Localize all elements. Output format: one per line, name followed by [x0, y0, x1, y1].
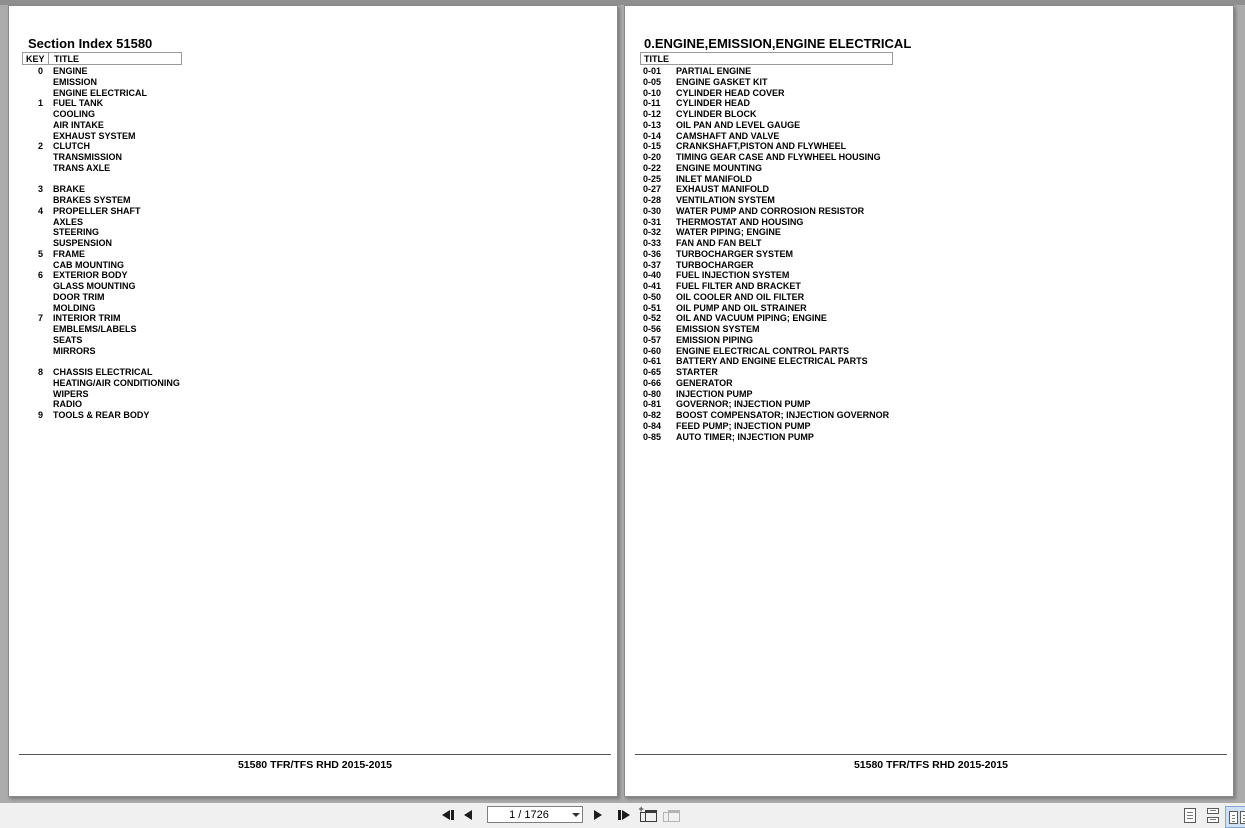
row-title: SUSPENSION [53, 238, 113, 248]
row-title: FUEL TANK [53, 98, 104, 109]
table-row [22, 389, 182, 400]
key-column-header: KEY [26, 53, 45, 64]
row-title: EXTERIOR BODY [53, 270, 128, 281]
table-row [22, 206, 182, 217]
row-key: 0-56 [643, 324, 662, 334]
table-row [22, 303, 182, 314]
row-title: TURBOCHARGER SYSTEM [676, 248, 794, 259]
single-page-view-icon [1184, 808, 1196, 823]
row-title: AXLES [53, 216, 84, 227]
table-row [640, 88, 893, 99]
row-title: CHASSIS ELECTRICAL [53, 367, 153, 377]
row-title: AUTO TIMER; INJECTION PUMP [676, 431, 814, 442]
right-page [624, 5, 1234, 797]
previous-page-button[interactable] [461, 806, 475, 824]
row-key: 3 [37, 184, 43, 195]
table-row [640, 238, 893, 249]
engine-section-table [640, 52, 893, 442]
row-key: 0-27 [643, 184, 662, 195]
table-row [22, 152, 182, 163]
left-page [8, 5, 618, 797]
row-title: BRAKE [53, 184, 86, 195]
combobox-dropdown-button[interactable] [570, 807, 582, 822]
row-key: 0-28 [643, 195, 662, 205]
row-title: OIL COOLER AND OIL FILTER [676, 291, 805, 302]
row-title: EMISSION [53, 76, 98, 87]
table-row [22, 399, 182, 410]
continuous-view-icon [1207, 808, 1219, 823]
row-key: 0-12 [643, 109, 662, 119]
row-title: ENGINE ELECTRICAL CONTROL PARTS [676, 345, 850, 356]
row-title: ENGINE GASKET KIT [676, 76, 768, 87]
row-title: CAMSHAFT AND VALVE [676, 130, 780, 141]
row-title: THERMOSTAT AND HOUSING [676, 216, 804, 227]
left-page-title: Section Index 51580 [28, 36, 153, 51]
row-key: 0-57 [643, 334, 662, 345]
row-key: 0-32 [643, 227, 662, 238]
table-row [640, 141, 893, 152]
table-row [640, 313, 893, 324]
left-index-rows [22, 66, 182, 421]
table-row [22, 249, 182, 260]
row-key: 0-30 [643, 205, 662, 216]
row-title: FUEL INJECTION SYSTEM [676, 270, 790, 281]
first-page-icon [442, 810, 450, 820]
table-row [640, 195, 893, 206]
table-row [640, 346, 893, 357]
row-title: CYLINDER HEAD COVER [676, 87, 785, 98]
previous-page-icon [464, 810, 472, 820]
row-title: OIL PUMP AND OIL STRAINER [676, 302, 807, 313]
table-row [640, 432, 893, 443]
table-row [640, 109, 893, 120]
next-page-button[interactable] [591, 806, 605, 824]
row-title: INJECTION PUMP [676, 388, 753, 399]
row-key: 0-22 [643, 162, 662, 173]
right-page-title: 0.ENGINE,EMISSION,ENGINE ELECTRICAL [644, 36, 912, 51]
previous-window-icon [663, 808, 680, 822]
row-key: 4 [37, 205, 43, 216]
row-title: CRANKSHAFT,PISTON AND FLYWHEEL [676, 141, 847, 152]
table-row [22, 77, 182, 88]
row-title: EMISSION SYSTEM [676, 324, 760, 334]
title-column-header: TITLE [54, 53, 79, 64]
table-row [22, 281, 182, 292]
right-footer-text: 51580 TFR/TFS RHD 2015-2015 [853, 759, 1009, 771]
row-key: 0-10 [643, 87, 662, 98]
table-row [640, 152, 893, 163]
facing-pages-view-icon-left [1229, 811, 1238, 824]
row-title: EXHAUST MANIFOLD [676, 184, 769, 195]
section-index-table [22, 52, 182, 421]
table-row [640, 410, 893, 421]
row-title: TRANS AXLE [53, 162, 111, 173]
row-title: GLASS MOUNTING [53, 281, 136, 291]
row-title: SEATS [53, 334, 83, 345]
row-title: OIL PAN AND LEVEL GAUGE [676, 119, 801, 130]
table-row [640, 163, 893, 174]
table-row [22, 163, 182, 174]
row-key: 0-33 [643, 238, 662, 248]
first-page-button[interactable] [437, 806, 458, 824]
row-title: RADIO [53, 399, 82, 410]
table-row [22, 410, 182, 421]
table-row [640, 184, 893, 195]
row-key: 0-80 [643, 388, 662, 399]
row-key: 0-51 [643, 302, 662, 313]
row-title: BOOST COMPENSATOR; INJECTION GOVERNOR [676, 410, 890, 420]
row-key: 0-31 [643, 216, 662, 227]
table-row [640, 399, 893, 410]
table-row [22, 195, 182, 206]
right-index-rows [640, 66, 893, 442]
previous-window-button[interactable] [661, 806, 681, 824]
first-page-icon-bar [451, 810, 454, 820]
row-title: TIMING GEAR CASE AND FLYWHEEL HOUSING [676, 152, 881, 162]
row-title: FEED PUMP; INJECTION PUMP [676, 420, 811, 431]
table-row [22, 120, 182, 131]
row-key: 0-82 [643, 410, 662, 420]
table-row [640, 356, 893, 367]
row-title: INLET MANIFOLD [676, 173, 752, 184]
row-title: STARTER [676, 367, 718, 377]
table-row [640, 77, 893, 88]
row-key: 0-25 [643, 173, 662, 184]
row-key: 0-85 [643, 431, 662, 442]
table-row [22, 109, 182, 120]
row-title: PARTIAL ENGINE [676, 66, 752, 76]
table-row [22, 184, 182, 195]
table-row [22, 367, 182, 378]
table-row [640, 174, 893, 185]
table-row [22, 313, 182, 324]
row-key: 0-01 [643, 66, 662, 76]
table-row [22, 88, 182, 99]
table-row [640, 281, 893, 292]
row-key: 5 [37, 248, 43, 259]
table-row [640, 120, 893, 131]
table-row [22, 270, 182, 281]
row-key: 0-05 [643, 76, 662, 87]
row-key: 0-14 [643, 130, 662, 141]
row-key: 0-60 [643, 345, 662, 356]
chevron-down-icon [572, 813, 580, 817]
row-key: 0-36 [643, 248, 662, 259]
table-row [22, 227, 182, 238]
table-row [22, 378, 182, 389]
table-row [640, 260, 893, 271]
title-column-header: TITLE [644, 53, 669, 64]
table-row [640, 98, 893, 109]
last-page-icon [622, 810, 630, 820]
row-key: 0-40 [643, 270, 662, 281]
table-row [22, 141, 182, 152]
row-title: MIRRORS [53, 345, 96, 356]
table-row [22, 238, 182, 249]
row-title: TOOLS & REAR BODY [53, 410, 150, 420]
row-key: 0-52 [643, 313, 662, 324]
row-title: FUEL FILTER AND BRACKET [676, 281, 801, 291]
last-page-icon-bar [618, 810, 621, 820]
table-row [640, 249, 893, 260]
table-row [640, 421, 893, 432]
row-title: CLUTCH [53, 141, 90, 152]
table-row [640, 227, 893, 238]
row-key: 0-11 [643, 98, 661, 109]
row-title: ENGINE ELECTRICAL [53, 87, 148, 98]
row-key: 0-41 [643, 281, 662, 291]
row-key: 7 [37, 313, 43, 324]
row-title: PROPELLER SHAFT [53, 205, 141, 216]
left-footer-text: 51580 TFR/TFS RHD 2015-2015 [237, 759, 393, 771]
table-row [640, 378, 893, 389]
row-title: HEATING/AIR CONDITIONING [53, 377, 180, 388]
last-page-button[interactable] [613, 806, 634, 824]
table-row [640, 335, 893, 346]
row-title: CYLINDER BLOCK [676, 109, 757, 119]
table-row [640, 270, 893, 281]
row-key: 0-50 [643, 291, 662, 302]
row-key: 0-20 [643, 152, 662, 162]
table-row [640, 206, 893, 217]
row-title: BATTERY AND ENGINE ELECTRICAL PARTS [676, 356, 868, 367]
page-indicator-value[interactable]: 1 / 1726 [509, 808, 549, 821]
table-row [22, 292, 182, 303]
table-row [640, 303, 893, 314]
table-row [22, 217, 182, 228]
table-row [640, 131, 893, 142]
row-title: TRANSMISSION [53, 152, 123, 162]
row-key: 0-37 [643, 259, 662, 270]
row-title: GENERATOR [676, 377, 733, 388]
row-key: 2 [37, 141, 43, 152]
row-key: 1 [37, 98, 43, 109]
table-row [640, 66, 893, 77]
table-row [22, 260, 182, 271]
row-title: OIL AND VACUUM PIPING; ENGINE [676, 313, 827, 324]
page-number-combobox[interactable] [487, 806, 583, 823]
next-page-icon [594, 810, 602, 820]
table-row [22, 66, 182, 77]
engine-section-table-header [640, 52, 893, 65]
row-key: 0-81 [643, 399, 662, 410]
single-page-view-button[interactable] [1182, 806, 1198, 824]
section-index-table-header [22, 52, 182, 65]
row-title: GOVERNOR; INJECTION PUMP [676, 399, 811, 410]
row-title: CYLINDER HEAD [676, 98, 751, 109]
table-row [22, 131, 182, 142]
facing-pages-view-icon-right [1240, 811, 1245, 824]
viewer-toolbar [0, 803, 1245, 828]
row-title: INTERIOR TRIM [53, 313, 121, 324]
row-title: FAN AND FAN BELT [676, 238, 762, 248]
row-title: ENGINE [53, 66, 88, 76]
row-key: 0 [37, 66, 43, 76]
row-title: WIPERS [53, 388, 89, 399]
table-row [640, 367, 893, 378]
row-key: 9 [37, 410, 43, 420]
row-key: 0-15 [643, 141, 662, 152]
row-title: VENTILATION SYSTEM [676, 195, 775, 205]
left-page-footer [19, 754, 611, 771]
row-key: 0-13 [643, 119, 662, 130]
row-title: WATER PIPING; ENGINE [676, 227, 781, 238]
table-row [22, 98, 182, 109]
row-title: COOLING [53, 109, 95, 119]
table-row [640, 217, 893, 228]
row-title: AIR INTAKE [53, 119, 104, 130]
row-title: EXHAUST SYSTEM [53, 130, 136, 141]
row-title: STEERING [53, 227, 100, 238]
row-title: WATER PUMP AND CORROSION RESISTOR [676, 205, 865, 216]
row-key: 0-61 [643, 356, 662, 367]
row-title: CAB MOUNTING [53, 259, 124, 270]
row-key: 6 [37, 270, 43, 281]
table-row [640, 324, 893, 335]
row-title: FRAME [53, 248, 85, 259]
table-row-spacer [22, 174, 182, 185]
row-title: ENGINE MOUNTING [676, 162, 763, 173]
row-title: EMBLEMS/LABELS [53, 324, 137, 334]
row-key: 8 [37, 367, 43, 377]
table-row [640, 292, 893, 303]
new-window-icon: + [640, 808, 657, 822]
open-new-window-button[interactable] [638, 806, 658, 824]
facing-pages-view-button[interactable] [1225, 806, 1245, 828]
table-row [22, 324, 182, 335]
row-title: MOLDING [53, 302, 96, 313]
row-title: EMISSION PIPING [676, 334, 754, 345]
table-row [22, 346, 182, 357]
table-row [22, 335, 182, 346]
continuous-view-button[interactable] [1205, 806, 1221, 824]
row-key: 0-65 [643, 367, 662, 377]
row-title: BRAKES SYSTEM [53, 195, 131, 205]
row-key: 0-66 [643, 377, 662, 388]
table-row [640, 389, 893, 400]
row-title: TURBOCHARGER [676, 259, 754, 270]
row-key: 0-84 [643, 420, 662, 431]
right-page-footer [635, 754, 1227, 771]
table-row-spacer [22, 356, 182, 367]
row-title: DOOR TRIM [53, 291, 105, 302]
